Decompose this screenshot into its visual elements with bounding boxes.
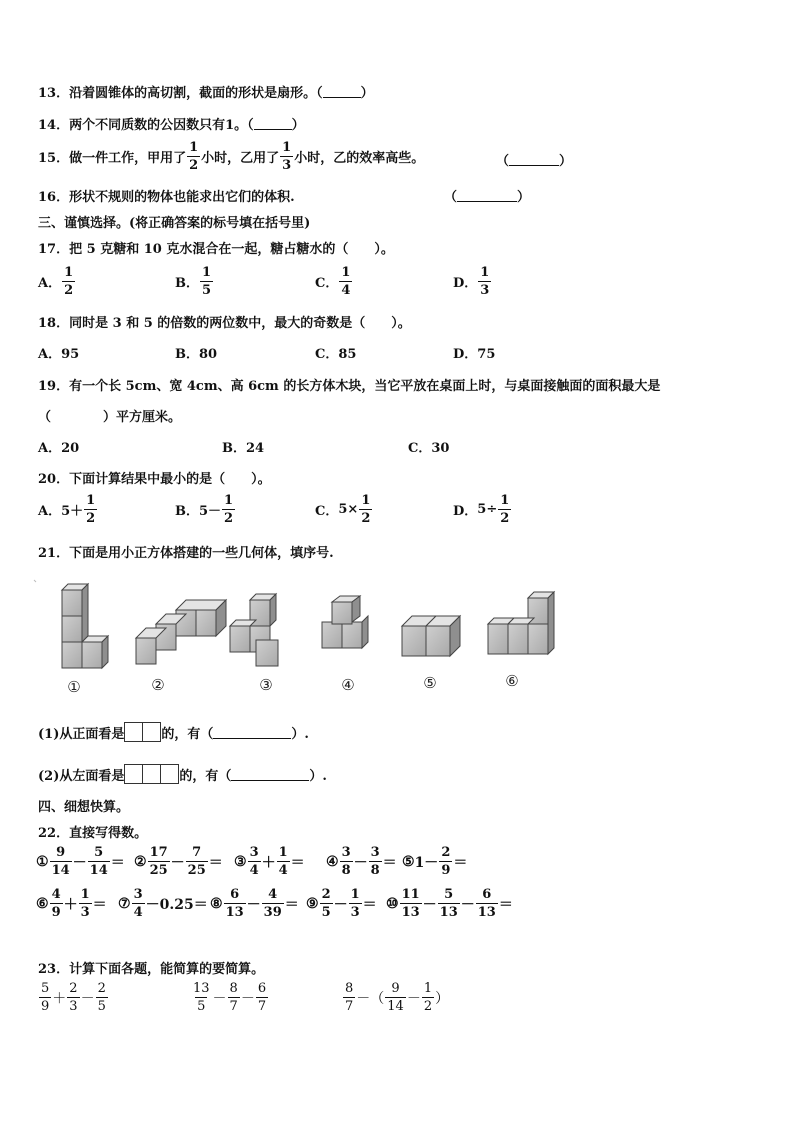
q20-option-d[interactable]: D． 5÷ $\frac{1}{2}$ — [453, 493, 510, 526]
fraction: $\frac{6}{7}$ — [257, 981, 267, 1014]
q17-option-a[interactable]: A． $\frac{1}{2}$ — [38, 265, 74, 298]
figure-4 — [322, 596, 368, 648]
question-19-line2: （ ）平方厘米。 — [38, 410, 182, 425]
section-3-heading: 三、谨慎选择。(将正确答案的标号填在括号里) — [38, 216, 311, 231]
q22-expr-9: ⑨ $\frac{2}{5}$ － $\frac{1}{3}$ ＝ — [306, 887, 377, 920]
q18-option-d[interactable]: D．75 — [453, 347, 496, 362]
q20-option-c[interactable]: C． 5× $\frac{1}{2}$ — [315, 493, 371, 526]
fraction: $\frac{2}{9}$ — [441, 845, 451, 878]
fraction: $\frac{5}{13}$ — [439, 887, 458, 920]
fraction: $\frac{3}{4}$ — [133, 887, 143, 920]
fraction: $\frac{3}{4}$ — [249, 845, 259, 878]
fraction: $\frac{4}{39}$ — [263, 887, 282, 920]
fraction: $\frac{2}{5}$ — [321, 887, 331, 920]
question-13: 13．沿着圆锥体的高切割，截面的形状是扇形。（ ） — [38, 86, 374, 101]
q17-option-d[interactable]: D． $\frac{1}{3}$ — [453, 265, 490, 298]
fraction: $\frac{1}{2}$ — [64, 265, 74, 298]
q22-expr-7: ⑦ $\frac{3}{4}$ －0.25＝ — [118, 887, 208, 920]
fraction: $\frac{4}{9}$ — [51, 887, 61, 920]
cube-figures — [30, 568, 570, 698]
question-18: 18．同时是 3 和 5 的倍数的两位数中，最大的奇数是（ ）。 — [38, 316, 411, 331]
q23-expr-3: $\frac{8}{7}$ －（ $\frac{9}{14}$ － $\frac{1}{2}$ ） — [345, 981, 450, 1014]
fraction: $\frac{6}{13}$ — [225, 887, 244, 920]
fraction: $\frac{1}{2}$ — [423, 981, 433, 1014]
section-4-heading: 四、细想快算。 — [38, 800, 130, 815]
q22-expr-1: ① $\frac{9}{14}$ － $\frac{5}{14}$ ＝ — [36, 845, 125, 878]
fraction: $\frac{13}{5}$ — [193, 981, 210, 1014]
q22-expr-2: ② $\frac{17}{25}$ － $\frac{7}{25}$ ＝ — [134, 845, 223, 878]
answer-blank[interactable] — [254, 117, 292, 130]
question-17: 17．把 5 克糖和 10 克水混合在一起，糖占糖水的（ ）。 — [38, 242, 394, 257]
fraction: $\frac{5}{9}$ — [41, 981, 50, 1014]
fraction: $\frac{1}{2}$ — [500, 493, 510, 526]
q20-option-a[interactable]: A． 5＋ $\frac{1}{2}$ — [38, 493, 96, 526]
question-23: 23．计算下面各题，能简算的要简算。 — [38, 962, 265, 977]
answer-blank[interactable] — [509, 153, 559, 166]
fraction: $\frac{9}{14}$ — [387, 981, 404, 1014]
figure-2 — [136, 600, 226, 664]
q22-expr-4: ④ $\frac{3}{8}$ － $\frac{3}{8}$ ＝ — [326, 845, 397, 878]
question-22: 22．直接写得数。 — [38, 826, 148, 841]
fraction: $\frac{17}{25}$ — [149, 845, 168, 878]
answer-blank[interactable] — [213, 726, 291, 739]
fraction: $\frac{1}{3}$ — [480, 265, 490, 298]
fraction: $\frac{7}{25}$ — [187, 845, 206, 878]
q22-expr-6: ⑥ $\frac{4}{9}$ ＋ $\frac{1}{3}$ ＝ — [36, 887, 107, 920]
fraction: $\frac{1}{5}$ — [202, 265, 212, 298]
question-16: 16．形状不规则的物体也能求出它们的体积. — [38, 190, 295, 205]
question-15-answer: （ ） — [496, 154, 573, 169]
fraction: $\frac{8}{7}$ — [345, 981, 354, 1014]
question-21: 21．下面是用小正方体搭建的一些几何体，填序号. — [38, 546, 334, 561]
fraction: $\frac{8}{7}$ — [229, 981, 238, 1014]
fraction: $\frac{6}{13}$ — [477, 887, 496, 920]
fraction: $\frac{1}{2}$ — [361, 493, 371, 526]
fraction: $\frac{1}{2}$ — [189, 140, 199, 173]
q22-expr-8: ⑧ $\frac{6}{13}$ － $\frac{4}{39}$ ＝ — [210, 887, 299, 920]
question-21-sub2: (2)从左面看是 的，有（ ）. — [38, 764, 327, 784]
left-view-three-squares — [124, 764, 179, 784]
figure-6 — [488, 592, 554, 654]
question-15: 15．做一件工作，甲用了 $\frac{1}{2}$ 小时，乙用了 $\frac{1}{3}$ 小时，乙的效率高些。 — [38, 140, 425, 173]
fraction: $\frac{1}{2}$ — [224, 493, 234, 526]
fraction: $\frac{5}{14}$ — [89, 845, 108, 878]
fraction: $\frac{2}{3}$ — [69, 981, 78, 1014]
question-16-answer: （ ） — [444, 190, 531, 205]
answer-blank[interactable] — [231, 768, 309, 781]
question-21-sub1: (1)从正面看是 的，有（ ）. — [38, 722, 309, 742]
fraction: $\frac{1}{2}$ — [86, 493, 96, 526]
figure-label: ② — [151, 676, 165, 694]
answer-blank[interactable] — [457, 189, 517, 202]
fraction: $\frac{3}{8}$ — [370, 845, 380, 878]
fraction: $\frac{1}{3}$ — [282, 140, 292, 173]
q23-expr-2: $\frac{13}{5}$ － $\frac{8}{7}$ － $\frac{6}{7}$ — [193, 981, 267, 1014]
fraction: $\frac{11}{13}$ — [401, 887, 420, 920]
fraction: $\frac{1}{3}$ — [80, 887, 90, 920]
figure-label: ④ — [341, 676, 355, 694]
figure-label: ⑥ — [505, 672, 519, 690]
figure-3 — [230, 594, 278, 666]
figure-label: ⑤ — [423, 674, 437, 692]
q20-option-b[interactable]: B． 5－ $\frac{1}{2}$ — [175, 493, 234, 526]
q19-option-c[interactable]: C．30 — [408, 441, 450, 456]
fraction: $\frac{1}{4}$ — [341, 265, 351, 298]
q19-option-a[interactable]: A．20 — [38, 441, 80, 456]
fraction: $\frac{3}{8}$ — [341, 845, 351, 878]
q22-expr-5: ⑤ 1－ $\frac{2}{9}$ ＝ — [402, 845, 468, 878]
figure-label: ① — [67, 678, 81, 696]
figure-5 — [402, 616, 460, 656]
question-14: 14．两个不同质数的公因数只有1。（ ） — [38, 118, 305, 133]
q18-option-b[interactable]: B．80 — [175, 347, 218, 362]
q18-option-a[interactable]: A．95 — [38, 347, 80, 362]
fraction: $\frac{1}{4}$ — [278, 845, 288, 878]
fraction: $\frac{9}{14}$ — [51, 845, 70, 878]
q23-expr-1: $\frac{5}{9}$ ＋ $\frac{2}{3}$ － $\frac{2}{5}$ — [41, 981, 106, 1014]
answer-blank[interactable] — [323, 85, 361, 98]
figure-1 — [62, 584, 108, 668]
q18-option-c[interactable]: C．85 — [315, 347, 357, 362]
q17-option-b[interactable]: B． $\frac{1}{5}$ — [175, 265, 212, 298]
q22-expr-3: ③ $\frac{3}{4}$ ＋ $\frac{1}{4}$ ＝ — [234, 845, 305, 878]
figure-label: ③ — [259, 676, 273, 694]
question-20: 20．下面计算结果中最小的是（ ）。 — [38, 472, 271, 487]
q17-option-c[interactable]: C． $\frac{1}{4}$ — [315, 265, 351, 298]
fraction: $\frac{1}{3}$ — [350, 887, 360, 920]
front-view-two-squares — [124, 722, 161, 742]
q22-expr-10: ⑩ $\frac{11}{13}$ － $\frac{5}{13}$ － $\frac{6}{13}$ ＝ — [386, 887, 513, 920]
question-19: 19．有一个长 5cm、宽 4cm、高 6cm 的长方体木块，当它平放在桌面上时，与桌面接触面的面积最大是 — [38, 379, 661, 394]
fraction: $\frac{2}{5}$ — [97, 981, 106, 1014]
q19-option-b[interactable]: B．24 — [222, 441, 265, 456]
